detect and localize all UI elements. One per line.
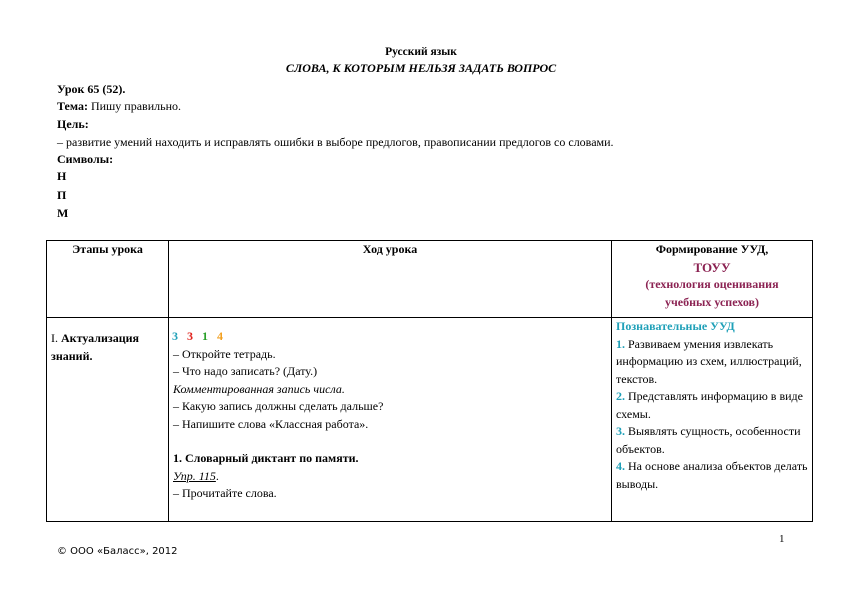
header-uud <box>612 241 813 318</box>
course-line-4: – Какую запись должны сделать дальше? <box>173 399 384 413</box>
table-header-row <box>47 241 813 318</box>
course-section: 1. Словарный диктант по памяти. <box>173 451 359 465</box>
uud-item-2: 2. Представлять информацию в виде схемы. <box>616 389 803 421</box>
symbols-label: Символы: <box>57 152 114 166</box>
uud-item-3: 3. Выявлять сущность, особенности объектов. <box>616 424 801 456</box>
stage-cell <box>47 318 169 522</box>
course-line-6: – Прочитайте слова. <box>173 486 277 500</box>
lesson-title: СЛОВА, К КОТОРЫМ НЕЛЬЗЯ ЗАДАТЬ ВОПРОС <box>285 61 557 75</box>
course-line-1: – Откройте тетрадь. <box>173 346 276 361</box>
course-line-5: – Напишите слова «Классная работа». <box>173 416 369 431</box>
stage-line1: I. Актуализация <box>51 331 140 345</box>
goal-label: Цель: <box>57 117 89 131</box>
page-number: 1 <box>779 533 785 545</box>
symbol-numbers <box>169 328 607 346</box>
topic-label: Тема: <box>57 99 88 113</box>
lesson-number: Урок 65 (52). <box>57 82 126 96</box>
table-row <box>47 318 813 522</box>
course-exercise: Упр. 115. <box>173 468 219 483</box>
topic-value: Пишу правильно. <box>87 99 182 113</box>
uud-item-1: 1. Развиваем умения извлекать информацию из схем, иллюстраций, текстов. <box>616 336 802 386</box>
copyright: © ООО «Баласс», 2012 <box>57 546 178 557</box>
header-uud-sub2: учебных успехов) <box>664 294 760 309</box>
header-uud-sub1: (технология оценивания <box>645 277 779 291</box>
header-course: Ход урока <box>169 241 612 318</box>
course-cell <box>169 318 612 522</box>
uud-cell <box>612 318 813 522</box>
course-line-3: Комментированная запись числа. <box>173 381 345 396</box>
header-touu: ТОУУ <box>693 259 731 275</box>
symbol-n: Н <box>57 169 67 183</box>
lesson-table <box>46 240 813 522</box>
symbol-m: М <box>57 206 69 220</box>
uud-item-4: 4. На основе анализа объектов делать выводы. <box>616 459 808 491</box>
symbol-p: П <box>57 188 67 202</box>
stage-line2: знаний. <box>51 348 93 363</box>
header-uud-title: Формирование УУД, <box>655 242 769 256</box>
number-4: 4 <box>217 329 223 343</box>
header-stages: Этапы урока <box>47 241 169 318</box>
number-3: 1 <box>202 329 208 343</box>
number-1: 3 <box>172 329 178 343</box>
course-line-2: – Что надо записать? (Дату.) <box>173 364 318 378</box>
subject-heading: Русский язык <box>385 46 457 58</box>
goal-text: – развитие умений находить и исправлять ошибки в выборе предлогов, правописании предлогов со словами. <box>57 135 614 149</box>
topic-line <box>57 99 181 114</box>
uud-title: Познавательные УУД <box>616 319 735 333</box>
number-2: 3 <box>187 329 193 343</box>
course-spacer <box>173 433 607 450</box>
